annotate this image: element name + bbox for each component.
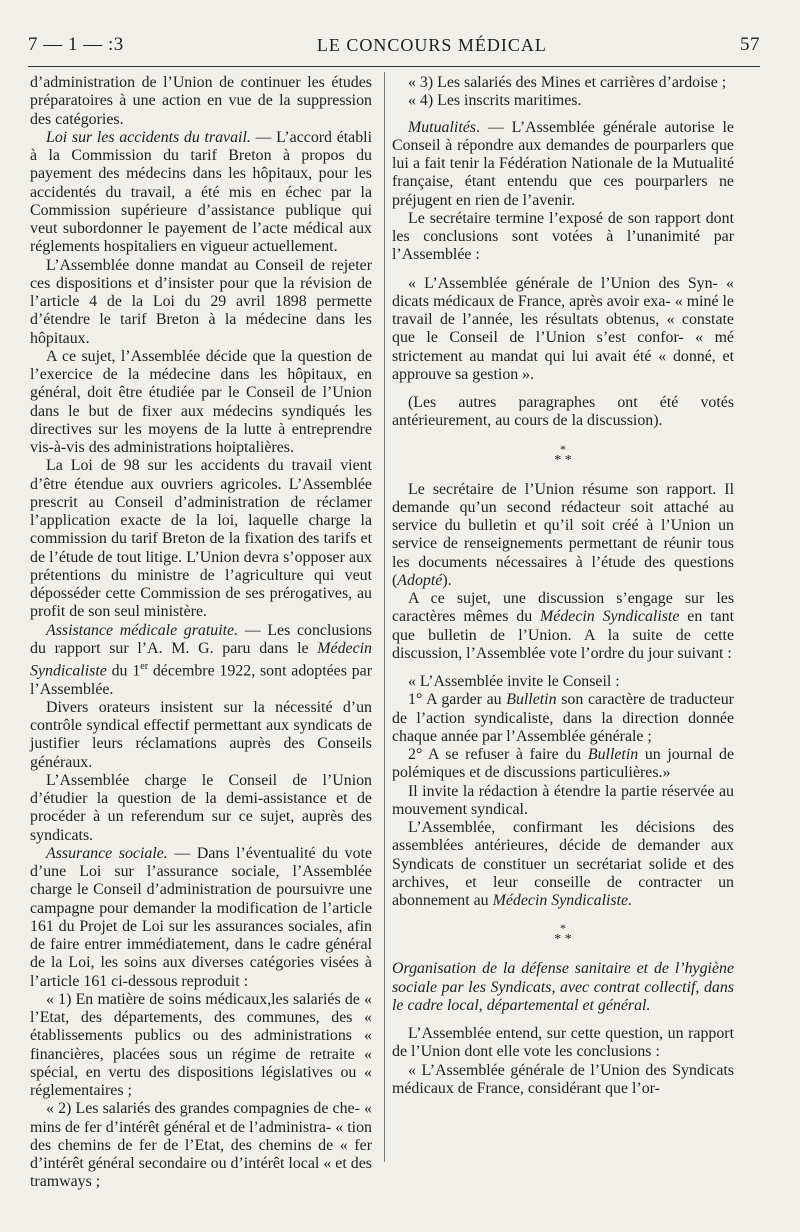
paragraph-discussion: [392, 590, 734, 663]
paragraph-text: ).: [442, 571, 452, 589]
right-column: [392, 74, 734, 1098]
section-heading-organisation: Organisation de la défense sanitaire et de l’hygiène sociale par les Syndicats, avec contrat collectif, dans le cadre local, départemental et général.: [392, 960, 734, 1014]
section-separator: [392, 921, 734, 948]
spacer: [392, 663, 734, 673]
asterism-top: *: [560, 441, 566, 456]
paragraph-mutualites: [392, 119, 734, 210]
section-title: Assurance sociale.: [46, 844, 168, 862]
section-title: Assistance médicale gratuite.: [46, 621, 239, 639]
section-title: Loi sur les accidents du travail.: [46, 128, 251, 146]
paragraph-text: — Dans l’éventualité du vote d’une Loi sur l’assurance sociale, l’Assemblée charge le Conseil d’administration de poursuivre une campagne pour demander la modification de l’article 161 du Projet de Loi sur les assurances sociales, afin de faire entrer immédiatement, dans le cadre général de la Loi, les soins aux diverses catégories visées à l’article 161 ci-dessous reproduit :: [30, 844, 372, 990]
asterism-top: *: [560, 921, 566, 936]
journal-name: Médecin Syndicaliste: [30, 639, 372, 680]
paragraph: Le secrétaire termine l’exposé de son rapport dont les conclusions sont votées à l’unanimité par l’Assemblée :: [392, 209, 734, 264]
page-number: 57: [739, 34, 760, 55]
spacer: [392, 265, 734, 275]
paragraph: Divers orateurs insistent sur la nécessité d’un contrôle syndical effectif permettant aux syndicats de justifier leurs réclamations auprès des Conseils généraux.: [30, 698, 372, 771]
paragraph: La Loi de 98 sur les accidents du travail vient d’être étendue aux ouvriers agricoles. L’Assemblée prescrit au Conseil d’administration de réclamer l’application exacte de la loi, laquelle charge la commission du tarif Breton de la fixation des tarifs et de l’étude de tout litige. L’Union devra s’opposer aux prétentions du ministre de l’agriculture qui veut déposséder cette Commission de ses prérogatives, au profit de son seul ministère.: [30, 457, 372, 621]
paragraph: « L’Assemblée générale de l’Union des Syndicats médicaux de France, considérant que l’or-: [392, 1061, 734, 1097]
paragraph-text: 1° A garder au: [408, 691, 507, 709]
quote-item-4: « 4) Les inscrits maritimes.: [408, 92, 582, 110]
paragraph: (Les autres paragraphes ont été votés antérieurement, au cours de la discussion).: [392, 394, 734, 430]
paragraph-text: A ce sujet, une discussion s’engage sur les caractères mêmes du: [392, 590, 734, 626]
section-separator: [392, 441, 734, 469]
column-divider: [384, 72, 385, 1162]
paragraph-text: un journal de polémiques et de discussions particulières.»: [392, 746, 734, 782]
paragraph-text: son caractère de traducteur de l’action syndicaliste, dans la direction donnée chaque année par l’Assemblée générale ;: [392, 691, 734, 745]
paragraph-text: du 1: [106, 662, 141, 680]
paragraph: Il invite la rédaction à étendre la partie réservée au mouvement syndical.: [392, 782, 734, 818]
spacer: [392, 384, 734, 394]
superscript: er: [140, 661, 149, 672]
paragraph: « L’Assemblée invite le Conseil :: [408, 673, 620, 690]
paragraph-item-1: [392, 691, 734, 746]
paragraph-text: L’Assemblée, confirmant les décisions des assemblées antérieures, décide de demander aux Syndicats de constituer un secrétariat solide et des archives, et leur conseille de contracter un abonnement au: [392, 819, 734, 909]
paragraph-text: — L’accord établi à la Commission du tarif Breton à propos du payement des médecins dans les hôpitaux, pour les accidentés du travail, a été mis en échec par la Commission supérieure d’assistance publique qui veut subordonner le payement de l’acte médical aux réglements hospitaliers en vigueur actuellement.: [30, 128, 372, 256]
paragraph: L’Assemblée charge le Conseil de l’Union d’étudier la question de la demi-assistance et de procéder à un referendum sur ce sujet, auprès des syndicats.: [30, 771, 372, 844]
paragraph-accidents-travail: [30, 129, 372, 257]
italic-word: Bulletin: [587, 746, 639, 763]
quote-item-1: « 1) En matière de soins médicaux,les salariés de « l’Etat, des départements, des communes, des « établissements publics ou des administrations « financières, placées sous un régime de retraite « spécial, en vertu des dispositions législatives ou « réglementaires ;: [30, 990, 372, 1100]
spacer: [392, 1015, 734, 1025]
paragraph-text: décembre 1922, sont adoptées par l’Assemblée.: [30, 662, 372, 698]
paragraph-text: — Les conclusions du rapport sur l’A. M. G. paru dans le: [30, 621, 372, 657]
paragraph: L’Assemblée entend, sur cette question, un rapport de l’Union dont elle vote les conclusions :: [392, 1025, 734, 1061]
journal-name: Médecin Syndicaliste: [540, 608, 680, 626]
italic-word: Adopté: [397, 571, 443, 589]
paragraph-text: 2° A se refuser à faire du: [408, 746, 588, 763]
asterism-bottom: * *: [554, 452, 572, 468]
asterism-bottom: * *: [554, 932, 572, 948]
section-title: Mutualités: [408, 118, 476, 136]
paragraph: A ce sujet, l’Assemblée décide que la question de l’exercice de la médecine dans les hôpitaux, en général, doit être étudiée par le Conseil de l’Union dans le but de fixer aux médecins syndiqués les directives sur les moyens de la lutte à entreprendre vis-à-vis des administrations hoiptalières.: [30, 347, 372, 456]
paragraph-bulletin: [392, 481, 734, 591]
header-rule: [28, 66, 760, 67]
italic-word: Bulletin: [506, 691, 557, 709]
left-column: [30, 74, 372, 1192]
quote-item-2: « 2) Les salariés des grandes compagnies de che- « mins de fer d’intérêt général et de l’administra- « tion des chemins de fer de l’Etat, des chemins de « fer d’intérêt général secondaire ou d’intérêt local « et des tramways ;: [30, 1100, 372, 1191]
quote-item-3: « 3) Les salariés des Mines et carrières d’ardoise ;: [408, 74, 727, 91]
paragraph-assurance-sociale: [30, 845, 372, 991]
paragraph-text: Le secrétaire de l’Union résume son rapport. Il demande qu’un second rédacteur soit attaché au service du bulletin et qu’il soit créé à l’Union un service de renseignements permettant de réunir tous les documents nécessaires à l’étude des questions (: [392, 480, 734, 589]
paragraph-assistance-medicale: [30, 622, 372, 699]
paragraph-abonnement: [392, 819, 734, 910]
paragraph-text: . — L’Assemblée générale autorise le Conseil à répondre aux demandes de pourparlers que lui a fait tenir la Fédération Nationale de la Mutualité française, étant entendu que ces pourparlers ne préjugent en rien de l’avenir.: [392, 118, 734, 209]
paragraph: d’administration de l’Union de continuer les études préparatoires à une action en vue de la suppression des catégories.: [30, 74, 372, 128]
journal-title: LE CONCOURS MÉDICAL: [316, 34, 547, 55]
resolution-quote: « L’Assemblée générale de l’Union des Syn- « dicats médicaux de France, après avoir exa- « miné le travail de l’année, les résultats obtenus, « constate que le Conseil de l’Union s’est confor- « mé strictement au mandat qui lui avait été « donné, et approuve sa gestion ».: [392, 274, 734, 383]
paragraph-item-2: [392, 746, 734, 783]
page-header: [28, 30, 760, 60]
journal-name: Médecin Syndicaliste.: [492, 892, 633, 909]
paragraph-text: en tant que bulletin de l’Union. A la suite de cette discussion, l’Assemblée vote l’ordre du jour suivant :: [392, 608, 734, 662]
page-ref: 7 — 1 — :3: [28, 34, 124, 55]
paragraph: L’Assemblée donne mandat au Conseil de rejeter ces dispositions et d’insister pour que la révision de l’article 4 de la Loi du 29 avril 1898 permette d’étendre le tarif Breton à la médecine dans les hôpitaux.: [30, 256, 372, 347]
